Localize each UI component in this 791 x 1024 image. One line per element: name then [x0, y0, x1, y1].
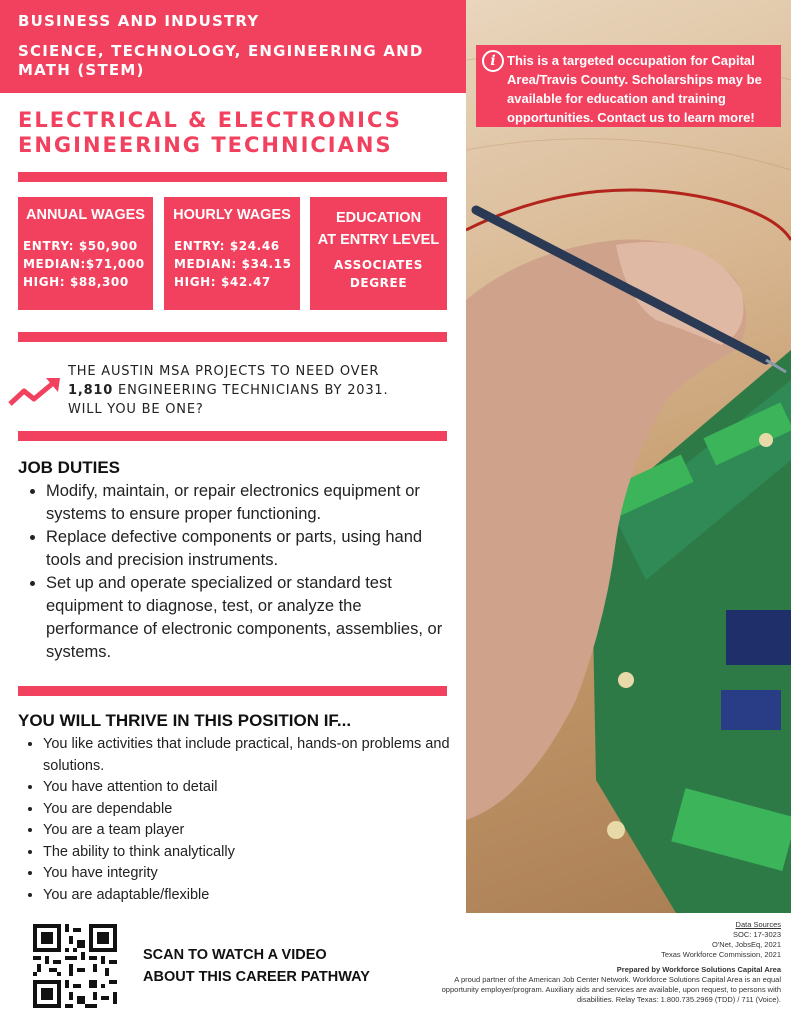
annual-median: MEDIAN:$71,000: [23, 257, 145, 271]
hourly-entry: ENTRY: $24.46: [174, 239, 280, 253]
trend-up-icon: [8, 378, 60, 408]
soc-code: SOC: 17-3023: [733, 930, 781, 939]
education-box: [310, 197, 447, 310]
hourly-wages-box: [164, 197, 300, 310]
list-item: • You like activities that include practical, hands-on problems and solutions.: [43, 734, 458, 777]
qr-code-icon[interactable]: [33, 924, 117, 1008]
header-banner: [0, 0, 466, 93]
divider: [18, 431, 447, 441]
title-line-1: ELECTRICAL & ELECTRONICS: [18, 108, 402, 132]
list-item: • You are a team player: [43, 820, 458, 842]
annual-wages-box: [18, 197, 153, 310]
cluster-label: SCIENCE, TECHNOLOGY, ENGINEERING AND MATH (STEM): [18, 42, 424, 79]
scan-line-1: SCAN TO WATCH A VIDEO: [143, 947, 327, 963]
education-heading-1: EDUCATION: [335, 210, 422, 226]
source-onet: O'Net, JobsEq, 2021: [712, 940, 781, 949]
scan-line-2: ABOUT THIS CAREER PATHWAY: [143, 969, 370, 985]
footer: [421, 920, 781, 1005]
list-item: • You have integrity: [43, 863, 458, 885]
occupation-title: [18, 108, 458, 158]
notice-text: This is a targeted occupation for Capital Area/Travis County. Scholarships may be available for education and training opportunities. Contact us to learn more!: [507, 53, 762, 125]
projection-question: WILL YOU BE ONE?: [68, 402, 204, 417]
title-line-2: ENGINEERING TECHNICIANS: [18, 133, 393, 157]
list-item: • The ability to think analytically: [43, 842, 458, 864]
scan-prompt: [143, 944, 370, 988]
list-item: • You are dependable: [43, 799, 458, 821]
hourly-high: HIGH: $42.47: [174, 275, 271, 289]
thrive-list: [18, 734, 458, 906]
list-item: • Modify, maintain, or repair electronics equipment or systems to ensure proper functioning.: [46, 480, 448, 526]
projection-number: 1,810: [68, 383, 114, 398]
annual-high: HIGH: $88,300: [23, 275, 129, 289]
prepared-by: Prepared by Workforce Solutions Capital Area: [616, 965, 781, 974]
hourly-median: MEDIAN: $34.15: [174, 257, 292, 271]
thrive-heading: YOU WILL THRIVE IN THIS POSITION IF...: [18, 711, 352, 730]
circuit-board-photo: [466, 0, 791, 913]
divider: [18, 332, 447, 342]
projection-line-1: THE AUSTIN MSA PROJECTS TO NEED OVER: [68, 364, 380, 379]
job-duties-heading: JOB DUTIES: [18, 458, 121, 477]
list-item: • You are adaptable/flexible: [43, 885, 458, 907]
annual-entry: ENTRY: $50,900: [23, 239, 138, 253]
divider: [18, 172, 447, 182]
photo-illustration: [466, 0, 791, 913]
list-item: • Set up and operate specialized or standard test equipment to diagnose, test, or analyze the performance of electronic components, assemblies, or systems.: [46, 572, 448, 664]
divider: [18, 686, 447, 696]
education-value-2: DEGREE: [349, 276, 408, 290]
education-heading-2: AT ENTRY LEVEL: [317, 232, 440, 248]
info-icon: i: [482, 50, 504, 72]
projection-text: [68, 362, 438, 419]
hourly-wages-heading: HOURLY WAGES: [173, 207, 291, 223]
list-item: • Replace defective components or parts, using hand tools and precision instruments.: [46, 526, 448, 572]
source-twc: Texas Workforce Commission, 2021: [661, 950, 781, 959]
data-sources-label: Data Sources: [735, 920, 781, 929]
targeted-occupation-notice: [476, 45, 781, 127]
list-item: • You have attention to detail: [43, 777, 458, 799]
projection-line-2: ENGINEERING TECHNICIANS BY 2031.: [113, 383, 389, 398]
partner-statement: A proud partner of the American Job Center Network. Workforce Solutions Capital Area is an equal opportunity employer/program. Auxiliary aids and services are available, upon request, to persons with disabilities. Relay Texas: 1.800.735.2969 (TDD) / 711 (Voice).: [441, 975, 781, 1004]
annual-wages-heading: ANNUAL WAGES: [26, 207, 145, 223]
education-value-1: ASSOCIATES: [334, 258, 423, 272]
job-duties-list: [18, 480, 448, 664]
category-label: BUSINESS AND INDUSTRY: [18, 12, 260, 30]
